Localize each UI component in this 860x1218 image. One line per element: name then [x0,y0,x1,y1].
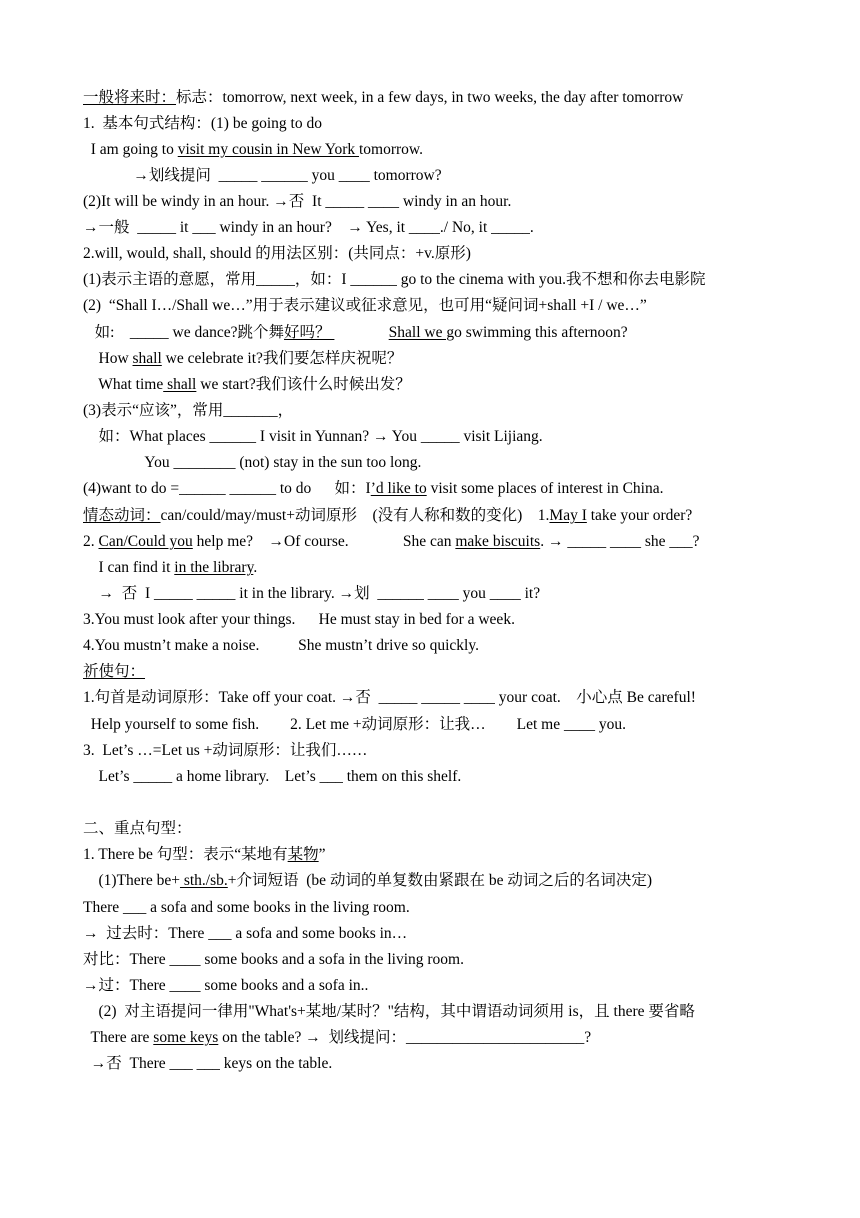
underlined-text: May I [549,507,587,524]
text-line [83,296,647,316]
text-segment: (2) “Shall I…/Shall we…”用于表示建议或征求意见，也可用“疑问词+shall +I / we…” [83,297,647,314]
underlined-text: 一般将来时： [83,89,177,106]
text-line [83,453,421,473]
text-segment: (1)表示主语的意愿，常用_____，如：I ______ go to the cinema with you.我不想和你去电影院 [83,271,706,288]
text-segment: . [253,559,258,576]
text-line [83,140,423,160]
text-line [83,845,326,865]
text-segment: Let’s _____ a home library. Let’s ___ them on this shelf. [83,768,462,785]
text-segment: can/could/may/must+动词原形 (没有人称和数的变化) 1. [160,507,550,524]
text-line [83,532,699,552]
underlined-text: sth./sb. [179,872,228,889]
text-line [83,506,692,526]
underlined-text: shall [132,350,162,367]
underlined-text: some keys [153,1029,219,1046]
underlined-text: visit my cousin in New York [177,141,359,158]
text-segment: There are [83,1029,154,1046]
text-segment: 1.句首是动词原形：Take off your coat. →否 _____ _____ ____ your coat. 小心点 Be careful! [83,689,696,706]
text-segment: 如: _____ we dance?跳个舞 [83,324,285,341]
underlined-text: Can/Could you [98,533,193,550]
text-segment: ” [318,846,326,863]
text-segment: → 过去时：There ___ a sofa and some books in… [83,925,408,942]
text-segment: (3)表示“应该”，常用_______， [83,402,294,419]
underlined-text: shall [163,376,197,393]
text-segment: 1. There be 句型：表示“某地有 [83,846,288,863]
text-segment: →过：There ____ some books and a sofa in.. [83,977,369,994]
text-segment: we start?我们该什么时候出发？ [196,376,411,393]
text-segment: (2)It will be windy in an hour. →否 It _____ ____ windy in an hour. [83,193,512,210]
text-segment: 二、重点句型： [83,820,192,837]
text-line [83,715,626,735]
text-segment: help me? →Of course. She can [192,533,456,550]
text-line [83,610,515,630]
text-segment: tomorrow. [359,141,423,158]
text-line [83,584,540,604]
text-segment: 对比：There ____ some books and a sofa in the living room. [83,951,464,968]
text-line [83,166,442,186]
text-segment: 2. [83,533,99,550]
underlined-text: 好吗？ [284,324,335,341]
text-line [83,192,511,212]
text-line [83,88,683,108]
underlined-text: 情态动词： [83,507,161,524]
text-segment: I can find it [83,559,175,576]
text-line [83,558,257,578]
text-line [83,871,652,891]
text-line [83,349,402,369]
underlined-text: 某物 [287,846,319,863]
text-line [83,270,706,290]
text-line [83,950,464,970]
text-segment: 1. 基本句式结构：(1) be going to do [83,115,322,132]
text-segment: (4)want to do =______ ______ to do 如：I [83,480,371,497]
text-segment: 3.You must look after your things. He must stay in bed for a week. [83,611,515,628]
text-line [83,688,696,708]
text-line [83,1002,695,1022]
text-segment: →否 There ___ ___ keys on the table. [83,1055,333,1072]
text-segment: take your order? [586,507,693,524]
text-segment: I am going to [83,141,178,158]
text-segment: on the table? → 划线提问：_______________________? [218,1029,592,1046]
text-segment: (2) 对主语提问一律用"What's+某地/某时？"结构，其中谓语动词须用 is，且 there 要省略 [83,1003,695,1020]
text-segment: 3. Let’s …=Let us +动词原形：让我们…… [83,742,368,759]
text-segment: What time [83,376,164,393]
underlined-text: in the library [174,559,254,576]
text-segment: 标志：tomorrow, next week, in a few days, in two weeks, the day after tomorrow [176,89,684,106]
text-segment: 4.You mustn’t make a noise. She mustn’t drive so quickly. [83,637,479,654]
text-segment: How [83,350,133,367]
text-segment: 2.will, would, shall, should 的用法区别：(共同点：+v.原形) [83,245,471,262]
text-line [83,401,293,421]
text-line [83,976,368,996]
underlined-text: make biscuits [455,533,541,550]
text-segment: +介词短语 (be 动词的单复数由紧跟在 be 动词之后的名词决定) [227,872,652,889]
text-segment [334,324,388,341]
underlined-text: ’d like to [370,480,427,497]
text-line [83,479,663,499]
underlined-text: 祈使句： [83,663,146,680]
text-line [83,636,479,656]
text-line [83,323,628,343]
text-line [83,114,322,134]
text-segment: . → _____ ____ she ___? [540,533,700,550]
text-line [83,662,145,682]
text-line [83,1054,332,1074]
underlined-text: Shall we g [388,324,455,341]
text-line [83,898,410,918]
text-segment: 如：What places ______ I visit in Yunnan? → You _____ visit Lijiang. [83,428,543,445]
text-segment: →划线提问 _____ ______ you ____ tomorrow? [83,167,442,184]
text-line [83,924,407,944]
text-segment: You ________ (not) stay in the sun too long. [83,454,422,471]
text-segment: we celebrate it?我们要怎样庆祝呢？ [161,350,403,367]
text-segment: There ___ a sofa and some books in the living room. [83,899,410,916]
text-line [83,375,411,395]
text-segment: →一般 _____ it ___ windy in an hour? → Yes, it ____./ No, it _____. [83,219,534,236]
text-line [83,767,461,787]
text-line [83,244,471,264]
text-line [83,427,543,447]
text-segment: → 否 I _____ _____ it in the library. →划 ______ ____ you ____ it? [83,585,541,602]
text-line [83,1028,591,1048]
text-segment: visit some places of interest in China. [426,480,664,497]
text-segment: o swimming this afternoon? [454,324,628,341]
text-line [83,819,192,839]
text-segment: (1)There be+ [83,872,180,889]
text-line [83,741,367,761]
text-segment: Help yourself to some fish. 2. Let me +动词原形：让我… Let me ____ you. [83,716,626,733]
text-line [83,218,534,238]
